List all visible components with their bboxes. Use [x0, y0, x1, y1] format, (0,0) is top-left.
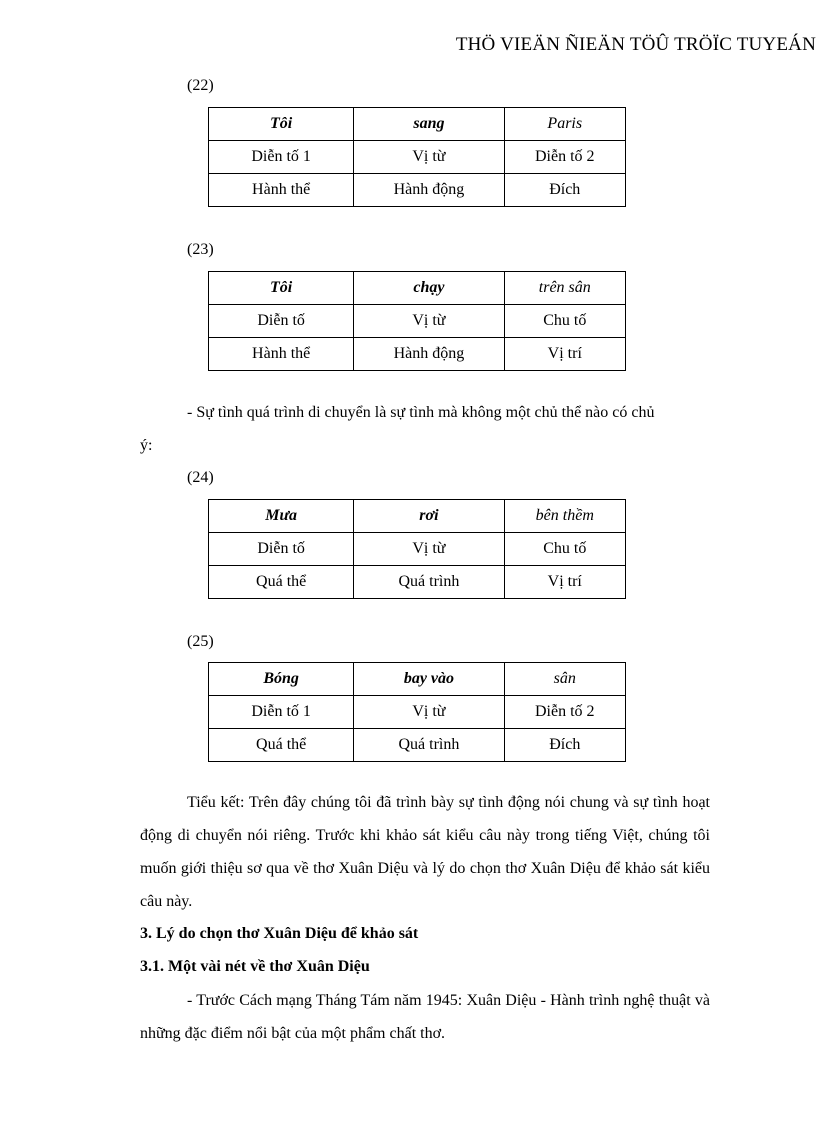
table-cell: sang	[354, 108, 504, 141]
body-paragraph: - Trước Cách mạng Tháng Tám năm 1945: Xuân Diệu - Hành trình nghệ thuật và những đặc điểm nổi bật của một phẩm chất thơ.	[140, 992, 710, 1042]
table-cell: Mưa	[209, 500, 354, 533]
grammar-table	[208, 271, 626, 371]
table-cell: Vị từ	[354, 696, 504, 729]
table-cell: Diễn tố 2	[504, 141, 625, 174]
table-cell: Hành động	[354, 338, 504, 371]
example-label: (25)	[187, 633, 214, 650]
table-cell: Hành thể	[209, 174, 354, 207]
table-cell: Quá trình	[354, 566, 504, 599]
table-cell: Quá thể	[209, 729, 354, 762]
grammar-table	[208, 662, 626, 762]
table-cell: Vị trí	[504, 338, 625, 371]
table-cell: Chu tố	[504, 305, 625, 338]
table-cell: bay vào	[354, 663, 504, 696]
example-label: (23)	[187, 241, 214, 258]
table-cell: Đích	[504, 729, 625, 762]
table-cell: Hành động	[354, 174, 504, 207]
example-label: (22)	[187, 77, 214, 94]
table-cell: Tôi	[209, 272, 354, 305]
summary-paragraph: Tiểu kết: Trên đây chúng tôi đã trình bày sự tình động nói chung và sự tình hoạt động di chuyển nói riêng. Trước khi khảo sát kiểu câu này trong tiếng Việt, chúng tôi muốn giới thiệu sơ qua về thơ Xuân Diệu và lý do chọn thơ Xuân Diệu để khảo sát kiểu câu này.	[140, 794, 710, 910]
grammar-table	[208, 499, 626, 599]
table-cell: Diễn tố	[209, 533, 354, 566]
table-cell: rơi	[354, 500, 504, 533]
table-cell: Bóng	[209, 663, 354, 696]
table-cell: Hành thể	[209, 338, 354, 371]
paragraph: - Sự tình quá trình di chuyển là sự tình mà không một chủ thể nào có chủ	[187, 404, 655, 421]
table-cell: Quá trình	[354, 729, 504, 762]
table-cell: Paris	[504, 108, 625, 141]
table-cell: Chu tố	[504, 533, 625, 566]
table-cell: Diễn tố	[209, 305, 354, 338]
paragraph-continuation: ý:	[140, 437, 153, 454]
table-cell: Vị từ	[354, 141, 504, 174]
subsection-heading: 3.1. Một vài nét về thơ Xuân Diệu	[140, 958, 370, 975]
table-cell: Diễn tố 1	[209, 141, 354, 174]
table-cell: Vị từ	[354, 533, 504, 566]
table-cell: sân	[504, 663, 625, 696]
table-cell: Diễn tố 1	[209, 696, 354, 729]
section-heading: 3. Lý do chọn thơ Xuân Diệu để khảo sát	[140, 925, 419, 942]
table-cell: Tôi	[209, 108, 354, 141]
table-cell: chạy	[354, 272, 504, 305]
table-cell: trên sân	[504, 272, 625, 305]
table-cell: Đích	[504, 174, 625, 207]
table-cell: Diễn tố 2	[504, 696, 625, 729]
example-label: (24)	[187, 469, 214, 486]
table-cell: Vị trí	[504, 566, 625, 599]
table-cell: Quá thể	[209, 566, 354, 599]
table-cell: Vị từ	[354, 305, 504, 338]
grammar-table	[208, 107, 626, 207]
page-header: THÖ VIEÄN ÑIEÄN TÖÛ TRÖÏC TUYEÁN	[455, 34, 816, 55]
table-cell: bên thềm	[504, 500, 625, 533]
